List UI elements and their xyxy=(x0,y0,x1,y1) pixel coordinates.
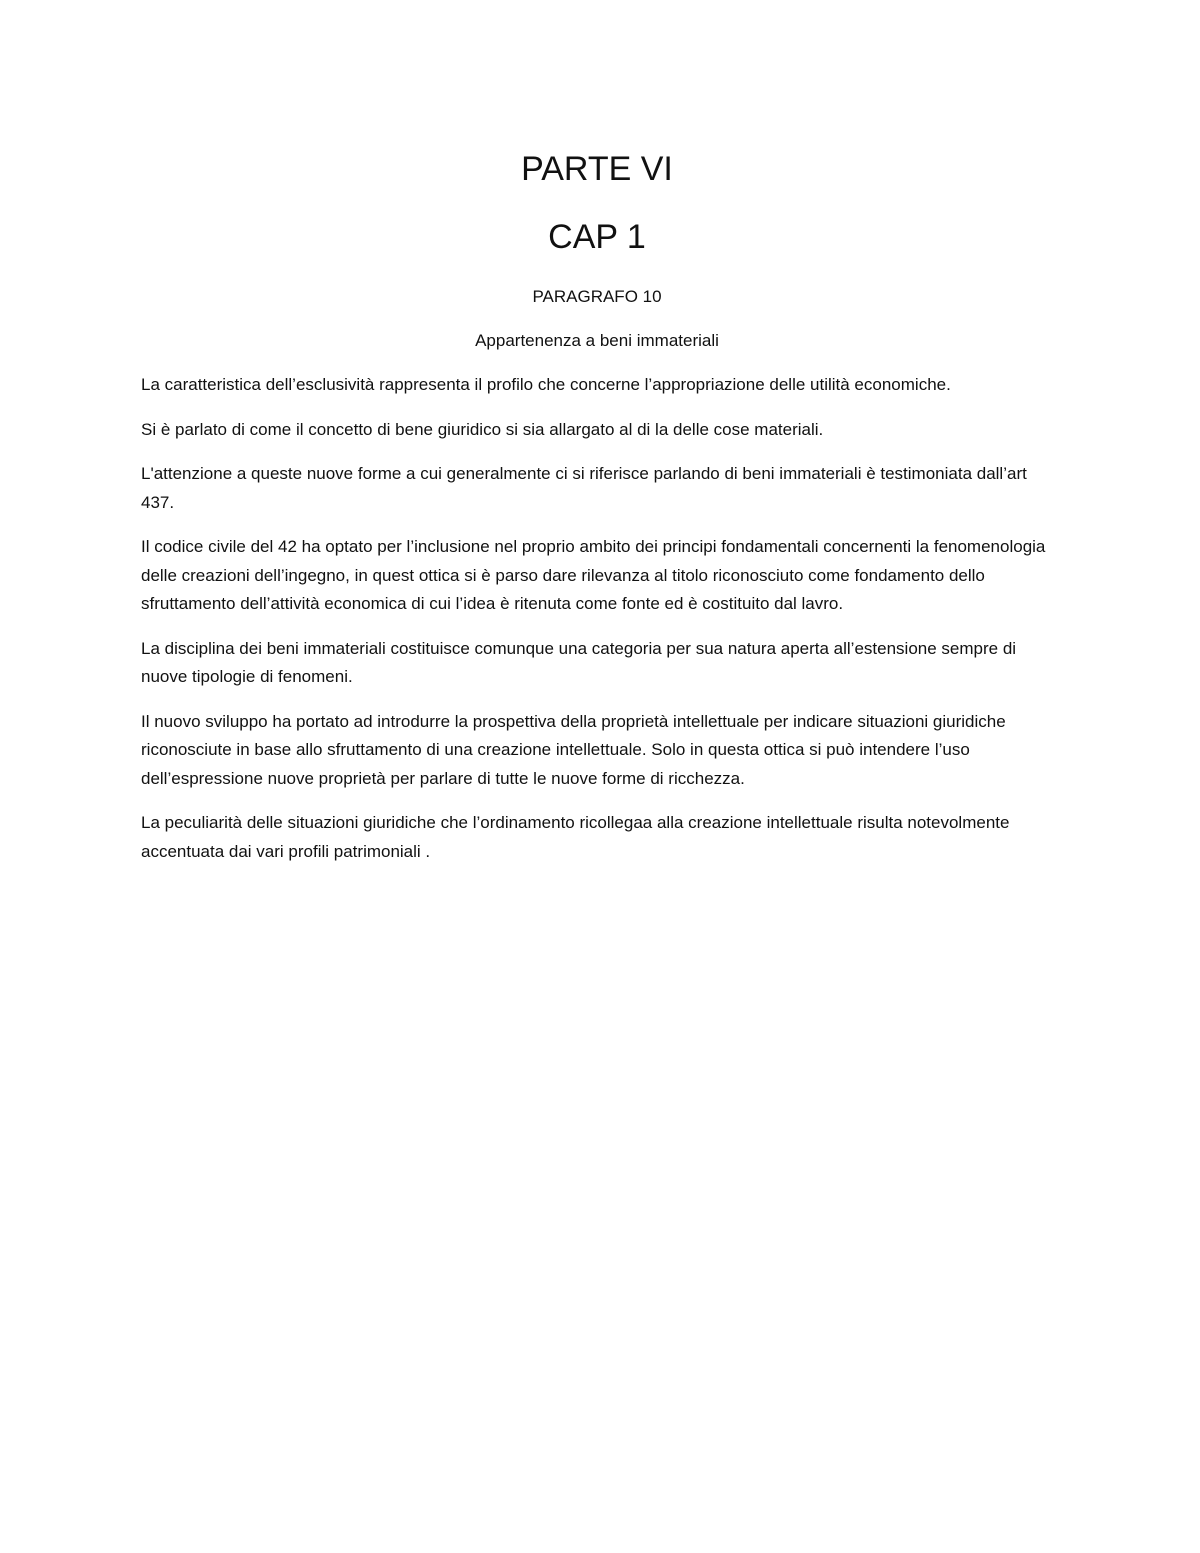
paragraph-number: PARAGRAFO 10 xyxy=(532,287,662,306)
body-paragraph-1: La caratteristica dell’esclusività rappresenta il profilo che concerne l’appropriazione delle utilità economiche. xyxy=(141,375,951,394)
body-paragraph-6: Il nuovo sviluppo ha portato ad introdurre la prospettiva della proprietà intellettuale per indicare situazioni giuridiche riconosciute in base allo sfruttamento di una creazione intellettuale. Solo in questa ottica si può intendere l’uso dell’espressione nuove proprietà per parlare di tutte le nuove forme di ricchezza. xyxy=(141,711,1006,788)
part-title: PARTE VI xyxy=(521,150,673,188)
body-paragraph-2: Si è parlato di come il concetto di bene giuridico si sia allargato al di la delle cose materiali. xyxy=(141,419,824,439)
section-title: Appartenenza a beni immateriali xyxy=(475,331,719,350)
body-paragraph-5: La disciplina dei beni immateriali costituisce comunque una categoria per sua natura aperta all’estensione sempre di nuove tipologie di fenomeni. xyxy=(141,638,1017,686)
body-paragraph-3: L'attenzione a queste nuove forme a cui generalmente ci si riferisce parlando di beni immateriali è testimoniata dall’art 437. xyxy=(141,464,1027,512)
body-paragraph-7: La peculiarità delle situazioni giuridiche che l’ordinamento ricollegaa alla creazione intellettuale risulta notevolmente accentuata dai vari profili patrimoniali . xyxy=(141,813,1010,861)
chapter-title: CAP 1 xyxy=(548,218,646,256)
document-content xyxy=(141,145,1053,866)
body-paragraph-4: Il codice civile del 42 ha optato per l’inclusione nel proprio ambito dei principi fondamentali concernenti la fenomenologia delle creazioni dell’ingegno, in quest ottica si è parso dare rilevanza al titolo riconosciuto come fondamento dello sfruttamento dell’attività economica di cui l’idea è ritenuta come fonte ed è costituito dal lavro. xyxy=(141,537,1046,613)
